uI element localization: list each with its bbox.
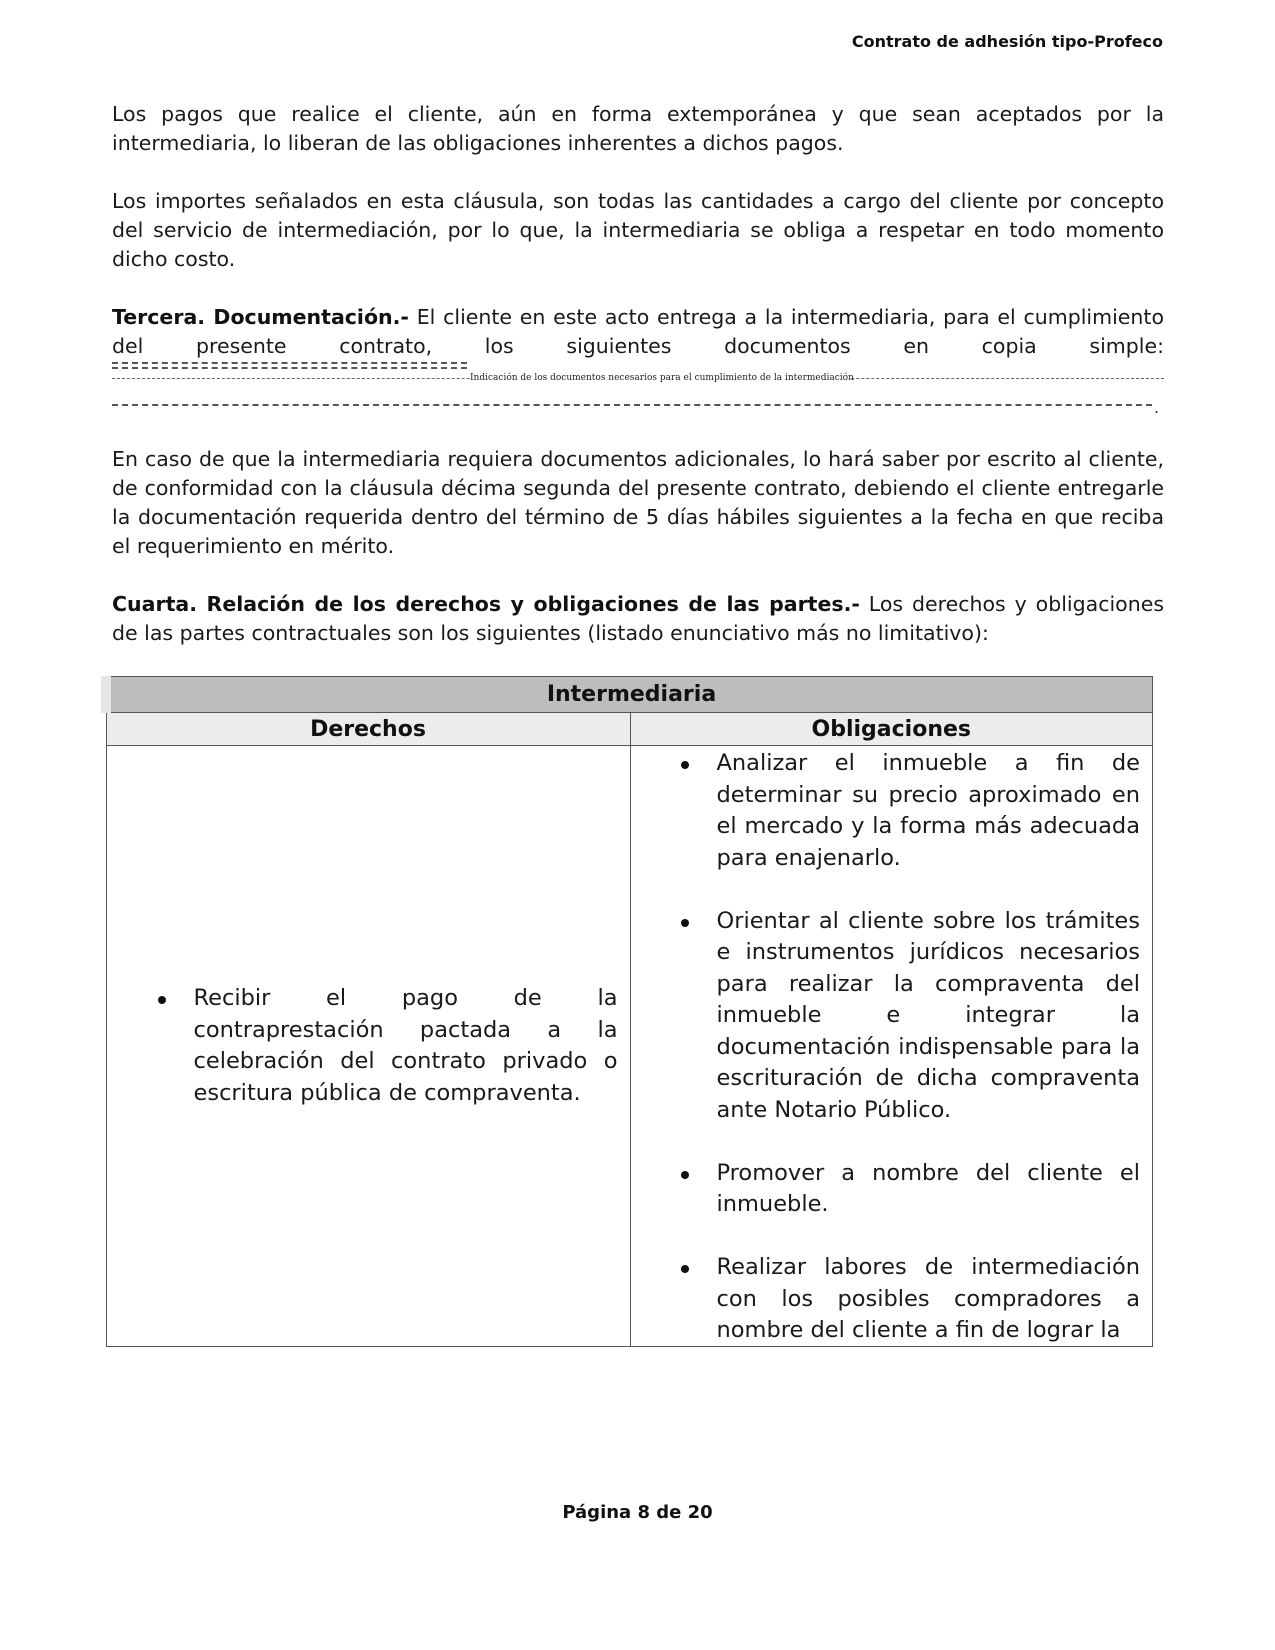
clause-text-cuarta: Los derechos y obligaciones de las partes contractuales son los siguientes (listado enunciativo más no limitativo):: [112, 592, 1164, 645]
list-item: Recibir el pago de la contraprestación pactada a la celebración del contrato privado o escritura pública de compraventa.: [194, 983, 618, 1109]
list-item: Analizar el inmueble a fin de determinar su precio aproximado en el mercado y la forma más adecuada para enajenarlo.: [717, 748, 1141, 874]
fill-line: [112, 367, 467, 369]
fill-line: [112, 404, 1152, 406]
table-title: Intermediaria: [106, 677, 1153, 713]
paragraph-additional-documents: En caso de que la intermediaria requiera documentos adicionales, lo hará saber por escrito al cliente, de conformidad con la cláusula décima segunda del presente contrato, debiendo el cliente entregarle la documentación requerida dentro del término de 5 días hábiles siguientes a la fecha en que reciba el requerimiento en mérito.: [112, 447, 1164, 558]
clause-heading-tercera: Tercera. Documentación.-: [112, 305, 409, 329]
page-number: Página 8 de 20: [562, 1502, 713, 1523]
documents-fill-hint: Indicación de los documentos necesarios para el cumplimiento de la intermediación: [470, 373, 854, 383]
bullet-icon: [681, 1171, 689, 1179]
clause-text-tercera: El cliente en este acto entrega a la intermediaria, para el cumplimiento del presente contrato, los siguientes documentos en copia simple:: [112, 305, 1164, 358]
derechos-cell: [106, 746, 630, 1347]
derechos-list: [107, 983, 630, 1109]
bullet-icon: [681, 761, 689, 769]
obligaciones-cell: [630, 746, 1153, 1347]
paragraph-documentation: [112, 303, 1164, 361]
column-header-obligaciones: Obligaciones: [630, 713, 1153, 746]
list-item: Promover a nombre del cliente el inmueble.: [717, 1158, 1141, 1221]
rights-obligations-table: [101, 676, 1153, 1347]
paragraph-rights-obligations: [112, 590, 1164, 648]
bullet-icon: [681, 919, 689, 927]
bullet-icon: [681, 1265, 689, 1273]
column-header-derechos: Derechos: [106, 713, 630, 746]
list-item: Realizar labores de intermediación con los posibles compradores a nombre del cliente a fin de lograr la: [717, 1252, 1141, 1346]
paragraph-payments: Los pagos que realice el cliente, aún en forma extemporánea y que sean aceptados por la intermediaria, lo liberan de las obligaciones inherentes a dichos pagos.: [112, 102, 1164, 155]
list-item: Orientar al cliente sobre los trámites e instrumentos jurídicos necesarios para realizar la compraventa del inmueble e integrar la documentación indispensable para la escrituración de dicha compraventa ante Notario Público.: [717, 906, 1141, 1127]
clause-heading-cuarta: Cuarta. Relación de los derechos y obligaciones de las partes.-: [112, 592, 860, 616]
fill-line-period: .: [1154, 398, 1160, 417]
fill-line: [112, 362, 467, 364]
bullet-icon: [158, 996, 166, 1004]
paragraph-amounts: Los importes señalados en esta cláusula, son todas las cantidades a cargo del cliente por concepto del servicio de intermediación, por lo que, la intermediaria se obliga a respetar en todo momento dicho costo.: [112, 189, 1164, 271]
obligaciones-list: [631, 746, 1153, 1346]
document-header-title: Contrato de adhesión tipo-Profeco: [851, 32, 1163, 51]
